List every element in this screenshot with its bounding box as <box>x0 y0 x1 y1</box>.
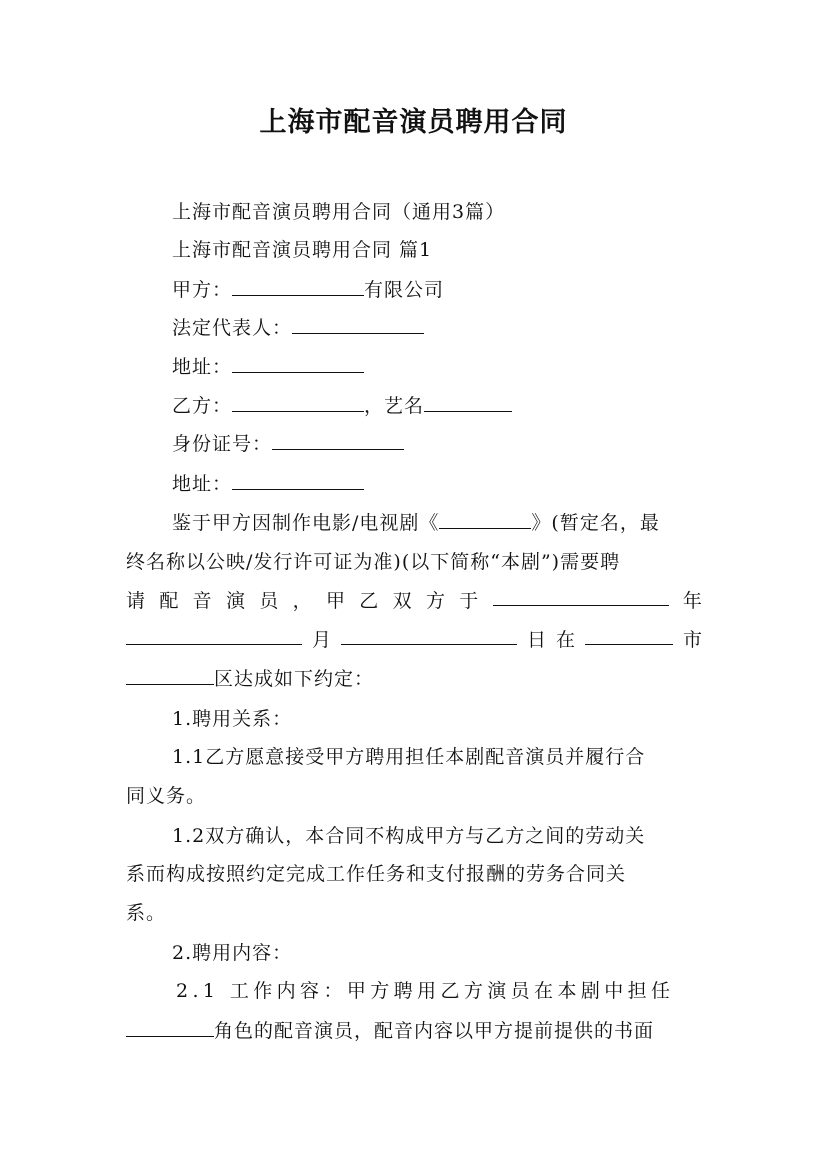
legal-rep-line <box>172 314 424 342</box>
clause-1-1-line-1: 1.1乙方愿意接受甲方聘用担任本剧配音演员并履行合 <box>172 746 646 768</box>
recital-char: ， <box>292 590 312 612</box>
address-a-label: 地址： <box>172 356 233 378</box>
document-title: 上海市配音演员聘用合同 <box>259 107 568 138</box>
month-blank <box>126 626 302 645</box>
id-number-line <box>172 430 404 458</box>
clause-2-1-text: 角色的配音演员，配音内容以甲方提前提供的书面 <box>214 1020 655 1042</box>
clause-1-2-line-3: 系。 <box>126 902 167 924</box>
address-b-line <box>172 470 364 498</box>
month-label: 月 <box>311 629 331 651</box>
clause-2-1-line-1: 2.1 工作内容：甲方聘用乙方演员在本剧中担任 <box>176 980 675 1002</box>
recital-line-1 <box>172 509 660 537</box>
recital-char: 于 <box>459 590 479 612</box>
year-label: 年 <box>682 590 702 612</box>
recital-char: 音 <box>192 590 212 612</box>
recital-char: 双 <box>392 590 412 612</box>
recital-char: 请 <box>126 590 146 612</box>
recital-char: 演 <box>225 590 245 612</box>
clause-1-2-line-1: 1.2双方确认，本合同不构成甲方与乙方之间的劳动关 <box>172 825 646 847</box>
section-1-heading: 1.聘用关系： <box>172 708 293 730</box>
contract-part-heading: 上海市配音演员聘用合同 篇1 <box>172 239 433 261</box>
recital-char: 乙 <box>359 590 379 612</box>
party-a-label: 甲方： <box>172 279 233 301</box>
stage-name-label: ，艺名 <box>364 395 425 417</box>
year-blank <box>493 587 669 606</box>
recital-line-4 <box>126 626 702 654</box>
party-b-line <box>172 392 512 420</box>
party-a-blank <box>232 277 364 296</box>
clause-1-2-line-2: 系而构成按照约定完成工作任务和支付报酬的劳务合同关 <box>126 863 627 885</box>
party-a-line <box>172 276 444 304</box>
address-a-line <box>172 353 364 381</box>
party-b-label: 乙方： <box>172 395 233 417</box>
legal-rep-blank <box>292 315 424 334</box>
district-blank <box>126 666 214 685</box>
stage-name-blank <box>424 393 512 412</box>
party-b-blank <box>232 393 364 412</box>
city-label: 市 <box>682 629 702 651</box>
recital-line-5 <box>126 665 374 693</box>
id-number-blank <box>272 431 404 450</box>
contract-subtitle: 上海市配音演员聘用合同（通用3篇） <box>172 201 506 223</box>
day-label: 日 <box>526 629 546 651</box>
recital-line-2: 终名称以公映/发行许可证为准)(以下简称“本剧”)需要聘 <box>126 551 621 573</box>
recital-line-3 <box>126 587 702 615</box>
recital-char: 员 <box>259 590 279 612</box>
id-number-label: 身份证号： <box>172 433 273 455</box>
location-label: 在 <box>555 629 575 651</box>
recital-char: 甲 <box>325 590 345 612</box>
clause-2-1-line-2 <box>126 1017 654 1045</box>
clause-1-1-line-2: 同义务。 <box>126 785 207 807</box>
recital-text-a: 鉴于甲方因制作电影/电视剧《 <box>172 512 440 534</box>
recital-text-b: 》(暂定名，最 <box>531 512 660 534</box>
film-name-blank <box>439 510 531 529</box>
legal-rep-label: 法定代表人： <box>172 317 293 339</box>
address-a-blank <box>232 354 364 373</box>
city-blank <box>585 626 673 645</box>
role-blank <box>126 1018 214 1037</box>
day-blank <box>341 626 517 645</box>
recital-char: 配 <box>159 590 179 612</box>
address-b-blank <box>232 471 364 490</box>
address-b-label: 地址： <box>172 473 233 495</box>
recital-char: 方 <box>425 590 445 612</box>
section-2-heading: 2.聘用内容： <box>172 942 293 964</box>
recital-text-end: 区达成如下约定： <box>214 668 375 690</box>
party-a-suffix: 有限公司 <box>364 279 445 301</box>
